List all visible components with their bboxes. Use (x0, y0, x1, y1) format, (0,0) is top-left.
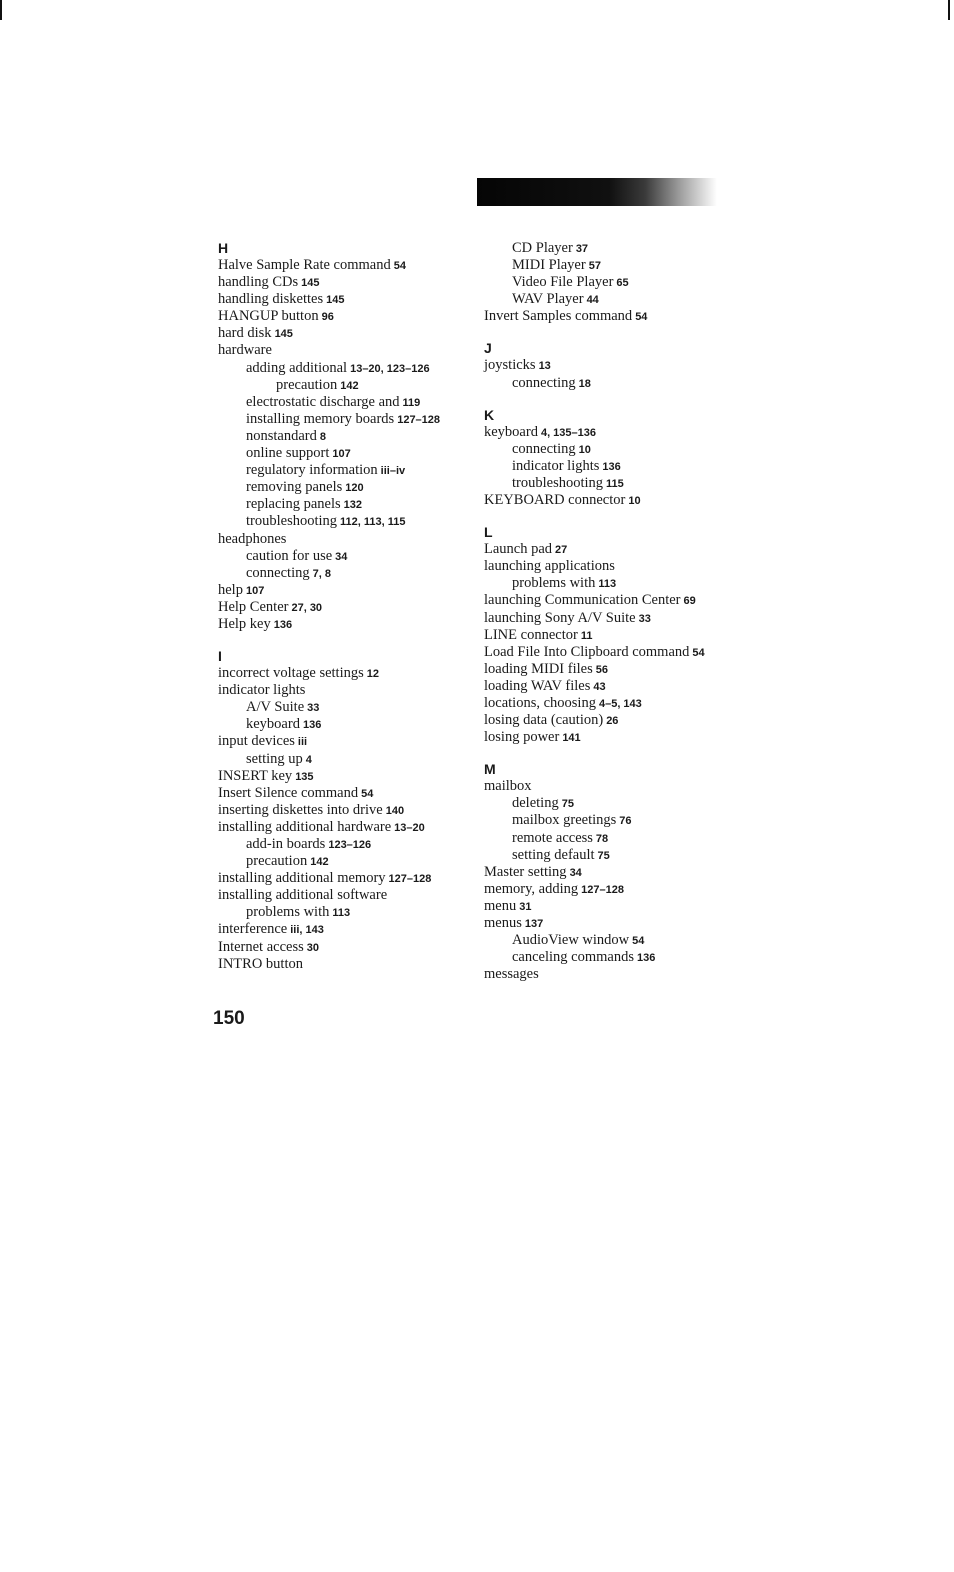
entry-pages: 142 (310, 856, 329, 869)
entry-pages: 54 (393, 260, 406, 272)
section-letter: L (484, 524, 493, 541)
entry-pages: 145 (274, 328, 293, 341)
index-entry (218, 887, 440, 904)
entry-pages: 120 (345, 482, 364, 495)
entry-term: replacing panels (246, 496, 341, 513)
entry-pages: 27 (555, 544, 568, 557)
index-entry (484, 898, 705, 915)
index-entry (484, 949, 705, 966)
index-entry (218, 342, 440, 359)
entry-term: keyboard (484, 423, 538, 440)
index-entry (484, 492, 705, 509)
entry-term: mailbox greetings (512, 812, 617, 829)
index-entry (484, 830, 705, 847)
index-entry (484, 375, 705, 392)
entry-pages: 127–128 (581, 883, 624, 896)
entry-term: problems with (246, 904, 330, 921)
entry-pages: 54 (635, 311, 648, 324)
index-entry (484, 778, 705, 795)
entry-term: Help Center (218, 598, 289, 615)
section-gap (484, 325, 705, 340)
entry-pages: 27, 30 (291, 601, 323, 614)
entry-pages: 30 (306, 941, 319, 954)
entry-term: Halve Sample Rate command (218, 257, 391, 273)
entry-term: incorrect voltage settings (218, 665, 364, 682)
entry-term: deleting (512, 795, 559, 812)
index-entry (218, 496, 440, 513)
entry-pages: 78 (595, 832, 609, 845)
section-letter: K (484, 406, 495, 423)
entry-term: installing additional memory (218, 870, 386, 887)
section-letter: J (484, 340, 492, 357)
index-entry (484, 291, 705, 308)
entry-term: handling diskettes (218, 291, 324, 308)
index-entry (218, 853, 440, 870)
index-entry (484, 915, 705, 932)
index-entry (218, 904, 440, 921)
entry-term: AudioView window (512, 932, 630, 949)
index-entry (484, 610, 705, 627)
index-entry (218, 325, 440, 342)
entry-pages: 56 (595, 663, 608, 676)
entry-pages: 8 (319, 430, 326, 443)
entry-term: setting up (246, 750, 303, 767)
entry-term: Invert Samples command (484, 308, 633, 325)
index-entry (218, 716, 440, 733)
entry-term: hardware (218, 342, 272, 359)
index-entry (484, 812, 705, 829)
entry-term: WAV Player (512, 291, 584, 308)
entry-pages: 54 (361, 787, 374, 800)
section-letter: M (484, 761, 496, 778)
index-entry (218, 308, 440, 325)
index-entry (218, 665, 440, 682)
entry-term: locations, choosing (484, 694, 596, 711)
entry-term: Load File Into Clipboard command (484, 643, 690, 660)
entry-term: LINE connector (484, 626, 578, 643)
index-entry (484, 357, 705, 374)
entry-pages: 33 (638, 612, 651, 625)
entry-term: connecting (246, 564, 310, 581)
index-entry (218, 548, 440, 565)
index-entry (484, 541, 705, 558)
entry-pages: 141 (562, 732, 581, 745)
index-entry (218, 802, 440, 819)
entry-term: indicator lights (218, 682, 306, 699)
index-entry (218, 682, 440, 699)
entry-pages: 31 (519, 900, 532, 913)
entry-term: inserting diskettes into drive (218, 801, 383, 818)
entry-term: connecting (512, 440, 576, 457)
entry-pages: 4, 135–136 (540, 426, 597, 439)
entry-term: troubleshooting (512, 474, 604, 491)
entry-term: precaution (246, 853, 308, 870)
entry-pages: 76 (619, 815, 632, 828)
entry-pages: 145 (301, 277, 320, 290)
entry-term: Internet access (218, 938, 304, 955)
entry-term: HANGUP button (218, 308, 319, 325)
index-entry (484, 458, 705, 475)
index-entry (484, 441, 705, 458)
index-entry (484, 475, 705, 492)
index-entry (484, 274, 705, 291)
section-gap (218, 633, 440, 648)
entry-pages: 18 (578, 377, 591, 390)
index-entry (484, 240, 705, 257)
entry-term: CD Player (512, 240, 573, 256)
entry-term: INTRO button (218, 955, 303, 972)
entry-term: joysticks (484, 357, 536, 374)
index-entry (484, 847, 705, 864)
index-entry (484, 729, 705, 746)
index-entry (484, 795, 705, 812)
entry-pages: 145 (326, 294, 345, 307)
entry-pages: 113 (332, 907, 351, 920)
entry-term: input devices (218, 733, 295, 750)
index-entry (218, 751, 440, 768)
entry-term: Insert Silence command (218, 784, 359, 801)
entry-pages: 4 (305, 753, 312, 766)
entry-pages: 13–20 (394, 821, 425, 834)
entry-pages: 11 (580, 629, 593, 642)
entry-term: caution for use (246, 547, 333, 564)
entry-pages: 137 (524, 918, 544, 930)
index-entry (484, 257, 705, 274)
index-entry (218, 411, 440, 428)
index-entry (218, 733, 440, 750)
entry-pages: 140 (385, 804, 405, 817)
entry-term: installing additional hardware (218, 818, 392, 835)
index-entry (218, 513, 440, 530)
index-entry (484, 308, 705, 325)
index-entry (218, 956, 440, 973)
index-entry (218, 599, 440, 616)
entry-term: headphones (218, 530, 287, 547)
index-entry (218, 291, 440, 308)
entry-pages: 37 (575, 243, 589, 255)
index-entry (218, 531, 440, 548)
entry-term: regulatory information (246, 462, 378, 479)
entry-pages: 57 (588, 260, 601, 273)
header-bar (477, 178, 717, 206)
entry-term: connecting (512, 374, 576, 391)
entry-pages: 127–128 (388, 873, 432, 886)
entry-pages: 69 (683, 595, 696, 608)
index-entry (484, 644, 705, 661)
entry-pages: 135 (295, 770, 314, 783)
index-entry (218, 257, 440, 274)
entry-term: messages (484, 966, 539, 983)
section-gap (484, 392, 705, 407)
entry-term: Video File Player (512, 274, 614, 291)
index-entry (218, 428, 440, 445)
entry-pages: 4–5, 143 (598, 697, 642, 710)
entry-term: mailbox (484, 778, 532, 795)
entry-pages: 26 (606, 715, 619, 728)
section-letter: I (218, 648, 222, 665)
index-entry (484, 424, 705, 441)
index-entry (218, 462, 440, 479)
entry-pages: 113 (598, 578, 617, 591)
entry-pages: 136 (273, 618, 293, 631)
index-column-right (484, 240, 705, 983)
entry-term: remote access (512, 829, 593, 846)
entry-term: handling CDs (218, 274, 299, 291)
entry-pages: 75 (597, 849, 610, 862)
entry-term: help (218, 581, 243, 598)
index-entry (218, 377, 440, 394)
entry-pages: 142 (340, 379, 359, 392)
index-entry (218, 274, 440, 291)
entry-pages: iii–iv (380, 465, 406, 478)
entry-term: adding additional (246, 359, 348, 376)
entry-pages: 112, 113, 115 (340, 516, 406, 529)
entry-pages: 34 (569, 866, 582, 879)
entry-term: Help key (218, 615, 271, 632)
index-entry (484, 627, 705, 644)
index-column-left (218, 240, 440, 973)
entry-pages: 96 (321, 311, 334, 324)
index-entry (218, 479, 440, 496)
section-letter: H (218, 240, 229, 256)
index-entry (484, 864, 705, 881)
index-entry (218, 836, 440, 853)
index-entry (484, 592, 705, 609)
entry-term: add-in boards (246, 836, 326, 852)
entry-term: losing power (484, 729, 560, 746)
index-entry (218, 565, 440, 582)
entry-pages: 123–126 (328, 839, 372, 851)
entry-pages: 33 (307, 702, 320, 715)
entry-term: installing memory boards (246, 410, 395, 427)
index-entry (218, 785, 440, 802)
entry-term: MIDI Player (512, 257, 586, 274)
index-entry (218, 699, 440, 716)
entry-pages: 132 (343, 499, 362, 512)
index-entry (218, 360, 440, 377)
entry-term: indicator lights (512, 457, 600, 474)
entry-term: loading MIDI files (484, 660, 593, 677)
entry-pages: 44 (586, 294, 599, 307)
index-entry (484, 881, 705, 898)
entry-term: keyboard (246, 716, 300, 733)
index-entry (484, 966, 705, 983)
index-entry (218, 921, 440, 938)
right-edge-mark (948, 0, 950, 20)
entry-pages: 65 (616, 277, 629, 290)
entry-pages: iii, 143 (290, 924, 324, 937)
entry-pages: 115 (606, 477, 624, 490)
entry-term: problems with (512, 575, 596, 592)
index-entry (218, 616, 440, 633)
index-entry (484, 678, 705, 695)
entry-term: nonstandard (246, 427, 317, 444)
entry-term: Launch pad (484, 541, 553, 558)
entry-pages: iii (297, 736, 308, 749)
entry-pages: 10 (628, 495, 641, 508)
index-entry (484, 575, 705, 592)
entry-term: interference (218, 921, 288, 938)
entry-pages: 34 (335, 550, 348, 563)
entry-term: INSERT key (218, 767, 293, 784)
entry-term: launching Sony A/V Suite (484, 609, 636, 626)
index-entry (218, 394, 440, 411)
entry-pages: 54 (692, 646, 705, 659)
entry-term: hard disk (218, 325, 272, 342)
entry-term: loading WAV files (484, 677, 591, 694)
entry-term: losing data (caution) (484, 712, 604, 729)
index-entry (218, 819, 440, 836)
index-entry (484, 712, 705, 729)
index-entry (218, 768, 440, 785)
entry-pages: 43 (593, 680, 606, 693)
index-entry (484, 695, 705, 712)
left-edge-mark (0, 0, 2, 20)
entry-term: installing additional software (218, 887, 388, 904)
entry-pages: 127–128 (397, 413, 441, 426)
entry-term: Master setting (484, 863, 567, 880)
entry-pages: 136 (602, 460, 621, 473)
entry-term: memory, adding (484, 880, 579, 897)
index-entry (218, 445, 440, 462)
entry-term: canceling commands (512, 949, 634, 966)
entry-pages: 13–20, 123–126 (350, 362, 430, 375)
entry-pages: 136 (637, 952, 656, 965)
entry-term: troubleshooting (246, 513, 338, 530)
entry-term: launching applications (484, 558, 615, 575)
index-entry (484, 558, 705, 575)
entry-pages: 13 (538, 360, 551, 373)
entry-pages: 10 (578, 443, 591, 456)
page-number: 150 (213, 1008, 245, 1029)
entry-term: menus (484, 915, 522, 931)
section-gap (484, 746, 705, 761)
entry-term: launching Communication Center (484, 592, 681, 609)
entry-term: setting default (512, 846, 595, 863)
entry-term: KEYBOARD connector (484, 492, 626, 509)
entry-pages: 136 (302, 719, 322, 732)
entry-term: precaution (276, 376, 338, 393)
entry-term: electrostatic discharge and (246, 393, 400, 410)
entry-term: menu (484, 897, 517, 914)
index-entry (218, 939, 440, 956)
entry-term: A/V Suite (246, 699, 305, 716)
index-entry (218, 870, 440, 887)
index-entry (484, 932, 705, 949)
index-entry (484, 661, 705, 678)
entry-pages: 7, 8 (312, 567, 331, 580)
entry-pages: 107 (332, 448, 351, 461)
entry-pages: 107 (245, 584, 265, 597)
entry-pages: 75 (561, 798, 574, 811)
entry-term: online support (246, 445, 330, 462)
section-gap (484, 509, 705, 524)
entry-pages: 54 (632, 935, 645, 948)
index-entry (218, 582, 440, 599)
entry-pages: 119 (402, 396, 421, 409)
entry-term: removing panels (246, 479, 343, 496)
entry-pages: 12 (366, 668, 380, 681)
